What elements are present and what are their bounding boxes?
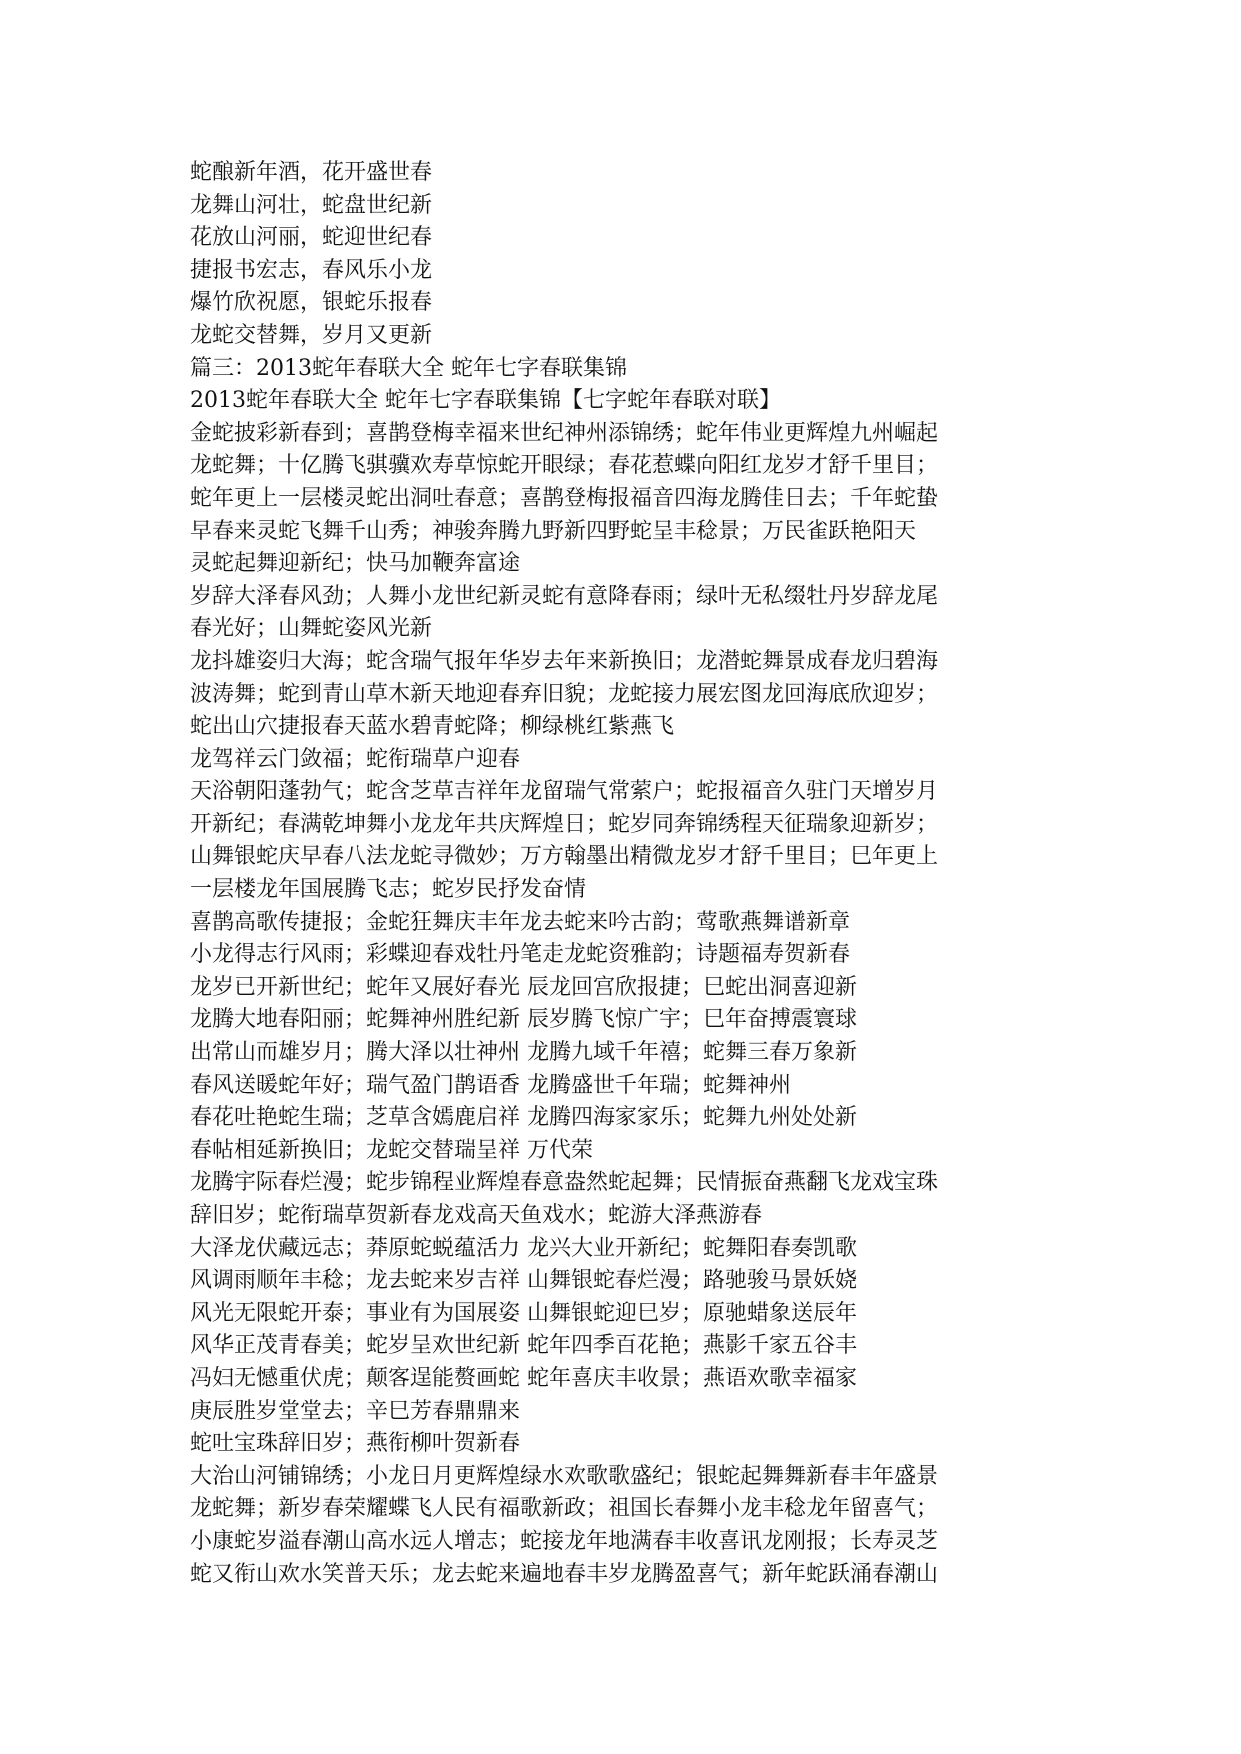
text-line: 波涛舞；蛇到青山草木新天地迎春弃旧貌；龙蛇接力展宏图龙回海底欣迎岁； xyxy=(190,681,939,707)
text-line: 早春来灵蛇飞舞千山秀；神骏奔腾九野新四野蛇呈丰稔景；万民雀跃艳阳天 xyxy=(190,518,917,544)
text-line: 龙舞山河壮，蛇盘世纪新 xyxy=(190,192,433,218)
text-line: 小龙得志行风雨；彩蝶迎春戏牡丹笔走龙蛇资雅韵；诗题福寿贺新春 xyxy=(190,942,851,968)
text-line: 龙驾祥云门敛福；蛇衔瑞草户迎春 xyxy=(190,746,521,772)
text-line: 春帖相延新换旧；龙蛇交替瑞呈祥 万代荣 xyxy=(190,1137,593,1163)
text-line: 一层楼龙年国展腾飞志；蛇岁民抒发奋情 xyxy=(190,877,587,903)
text-line: 蛇吐宝珠辞旧岁；燕衔柳叶贺新春 xyxy=(190,1431,521,1457)
text-line: 庚辰胜岁堂堂去；辛巳芳春鼎鼎来 xyxy=(190,1398,521,1424)
text-line: 春花吐艳蛇生瑞；芝草含嫣鹿启祥 龙腾四海家家乐；蛇舞九州处处新 xyxy=(190,1105,857,1131)
text-line: 岁辞大泽春风劲；人舞小龙世纪新灵蛇有意降春雨；绿叶无私缀牡丹岁辞龙尾 xyxy=(190,583,939,609)
text-line: 天浴朝阳蓬勃气；蛇含芝草吉祥年龙留瑞气常萦户；蛇报福音久驻门天增岁月 xyxy=(190,779,939,805)
text-line: 蛇出山穴捷报春天蓝水碧青蛇降；柳绿桃红紫燕飞 xyxy=(190,714,675,740)
text-line: 风调雨顺年丰稔；龙去蛇来岁吉祥 山舞银蛇春烂漫；路驰骏马景妖娆 xyxy=(190,1268,857,1294)
text-line: 2013蛇年春联大全 蛇年七字春联集锦【七字蛇年春联对联】 xyxy=(190,388,781,414)
text-line: 捷报书宏志，春风乐小龙 xyxy=(190,257,433,283)
text-line: 花放山河丽，蛇迎世纪春 xyxy=(190,225,433,251)
text-line: 冯妇无憾重伏虎；颠客逞能赘画蛇 蛇年喜庆丰收景；燕语欢歌幸福家 xyxy=(190,1365,857,1391)
text-line: 蛇酿新年酒，花开盛世春 xyxy=(190,160,433,185)
text-line: 篇三：2013蛇年春联大全 蛇年七字春联集锦 xyxy=(190,355,627,381)
text-line: 山舞银蛇庆早春八法龙蛇寻微妙；万方翰墨出精微龙岁才舒千里目；巳年更上 xyxy=(190,844,939,870)
text-line: 龙蛇舞；十亿腾飞骐骥欢寿草惊蛇开眼绿；春花惹蝶向阳红龙岁才舒千里目； xyxy=(190,453,939,479)
text-line: 春光好；山舞蛇姿风光新 xyxy=(190,616,433,642)
text-line: 出常山而雄岁月；腾大泽以壮神州 龙腾九域千年禧；蛇舞三春万象新 xyxy=(190,1040,857,1066)
text-line: 大泽龙伏藏远志；莽原蛇蜕蕴活力 龙兴大业开新纪；蛇舞阳春奏凯歌 xyxy=(190,1235,857,1261)
text-line: 春风送暖蛇年好；瑞气盈门鹊语香 龙腾盛世千年瑞；蛇舞神州 xyxy=(190,1072,791,1098)
text-line: 蛇又衔山欢水笑普天乐；龙去蛇来遍地春丰岁龙腾盈喜气；新年蛇跃涌春潮山 xyxy=(190,1561,939,1587)
text-line: 灵蛇起舞迎新纪；快马加鞭奔富途 xyxy=(190,551,521,577)
text-line: 爆竹欣祝愿，银蛇乐报春 xyxy=(190,290,433,316)
text-line: 龙腾宇际春烂漫；蛇步锦程业辉煌春意盎然蛇起舞；民情振奋燕翻飞龙戏宝珠 xyxy=(190,1170,939,1196)
text-line: 喜鹊高歌传捷报；金蛇狂舞庆丰年龙去蛇来吟古韵；莺歌燕舞谱新章 xyxy=(190,909,851,935)
text-line: 金蛇披彩新春到；喜鹊登梅幸福来世纪神州添锦绣；蛇年伟业更辉煌九州崛起 xyxy=(190,420,939,446)
text-line: 风华正茂青春美；蛇岁呈欢世纪新 蛇年四季百花艳；燕影千家五谷丰 xyxy=(190,1333,857,1359)
text-line: 风光无限蛇开泰；事业有为国展姿 山舞银蛇迎巳岁；原驰蜡象送辰年 xyxy=(190,1300,857,1326)
document-body xyxy=(190,157,1058,1591)
text-line: 龙蛇交替舞，岁月又更新 xyxy=(190,322,433,348)
text-line: 大治山河铺锦绣；小龙日月更辉煌绿水欢歌歌盛纪；银蛇起舞舞新春丰年盛景 xyxy=(190,1463,939,1489)
text-line: 辞旧岁；蛇衔瑞草贺新春龙戏高天鱼戏水；蛇游大泽燕游春 xyxy=(190,1203,763,1228)
text-line: 龙抖雄姿归大海；蛇含瑞气报年华岁去年来新换旧；龙潜蛇舞景成春龙归碧海 xyxy=(190,648,939,674)
text-line: 小康蛇岁溢春潮山高水远人增志；蛇接龙年地满春丰收喜讯龙刚报；长寿灵芝 xyxy=(190,1528,939,1554)
text-line: 蛇年更上一层楼灵蛇出洞吐春意；喜鹊登梅报福音四海龙腾佳日去；千年蛇蛰 xyxy=(190,485,939,511)
text-line: 龙腾大地春阳丽；蛇舞神州胜纪新 辰岁腾飞惊广宇；巳年奋搏震寰球 xyxy=(190,1007,857,1033)
text-line: 开新纪；春满乾坤舞小龙龙年共庆辉煌日；蛇岁同奔锦绣程天征瑞象迎新岁； xyxy=(190,811,939,837)
text-line: 龙蛇舞；新岁春荣耀蝶飞人民有福歌新政；祖国长春舞小龙丰稔龙年留喜气； xyxy=(190,1496,939,1522)
text-line: 龙岁已开新世纪；蛇年又展好春光 辰龙回宫欣报捷；巳蛇出洞喜迎新 xyxy=(190,974,857,1000)
